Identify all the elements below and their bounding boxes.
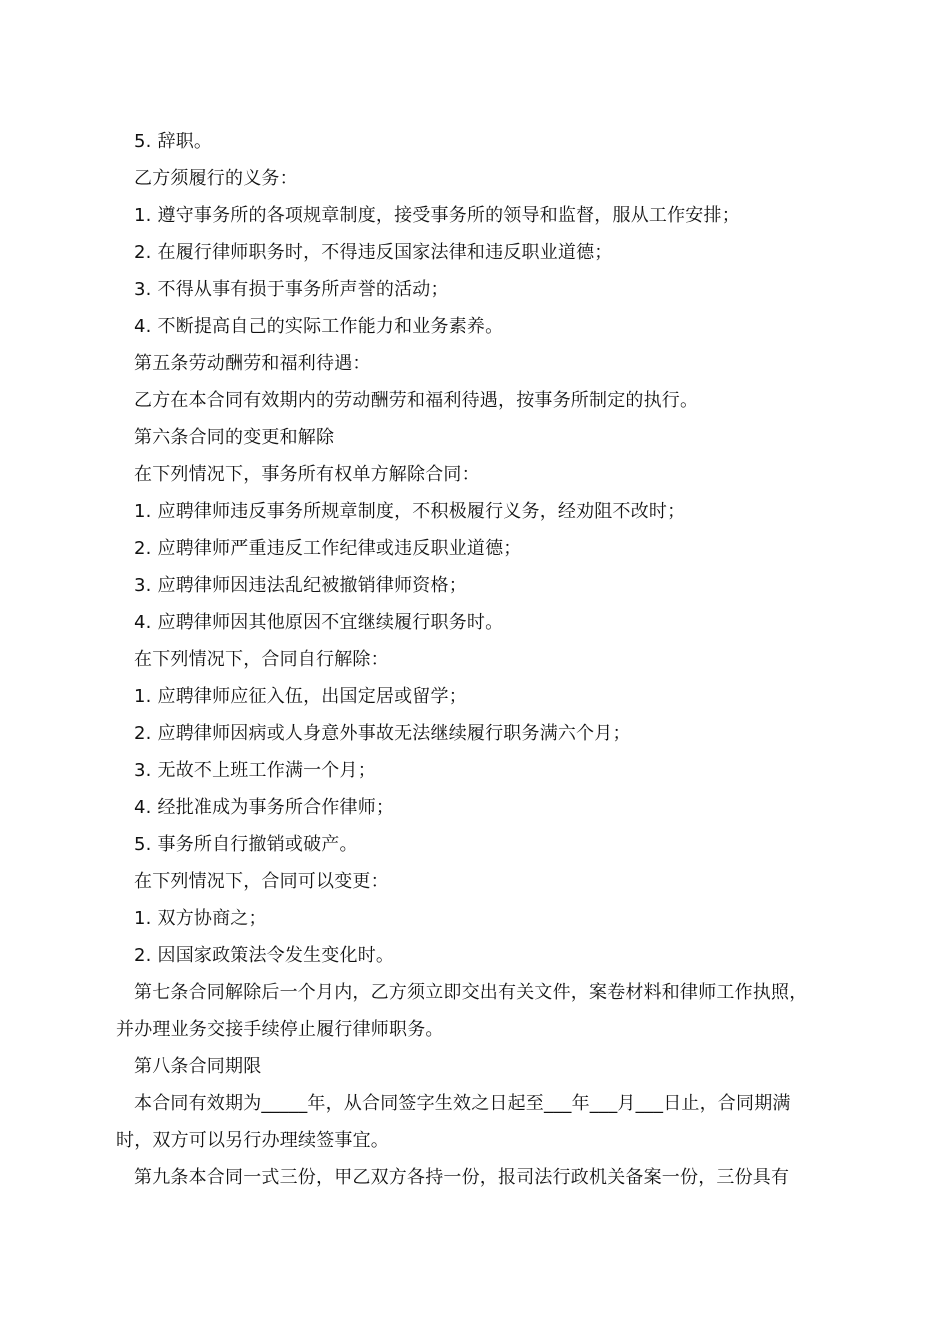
list-item: 4. 经批准成为事务所合作律师；	[134, 797, 395, 818]
paragraph: 本合同有效期为_____年，从合同签字生效之日起至___年___月___日止，合同期满	[134, 1093, 791, 1114]
section-heading: 乙方须履行的义务：	[134, 168, 298, 189]
section-heading: 在下列情况下，合同自行解除：	[134, 649, 389, 670]
list-item: 2. 因国家政策法令发生变化时。	[134, 945, 395, 966]
list-item: 1. 遵守事务所的各项规章制度，接受事务所的领导和监督，服从工作安排；	[134, 205, 740, 226]
list-item: 2. 在履行律师职务时，不得违反国家法律和违反职业道德；	[134, 242, 613, 263]
section-heading: 在下列情况下，合同可以变更：	[134, 871, 389, 892]
article-paragraph-continued: 并办理业务交接手续停止履行律师职务。	[116, 1019, 444, 1040]
list-item: 3. 应聘律师因违法乱纪被撤销律师资格；	[134, 575, 467, 596]
paragraph: 乙方在本合同有效期内的劳动酬劳和福利待遇，按事务所制定的执行。	[134, 390, 699, 411]
list-item: 1. 应聘律师应征入伍，出国定居或留学；	[134, 686, 467, 707]
article-heading: 第五条劳动酬劳和福利待遇：	[134, 353, 371, 374]
article-heading: 第六条合同的变更和解除	[134, 427, 335, 448]
section-heading: 在下列情况下，事务所有权单方解除合同：	[134, 464, 480, 485]
list-item: 1. 双方协商之；	[134, 908, 267, 929]
article-paragraph: 第七条合同解除后一个月内，乙方须立即交出有关文件，案卷材料和律师工作执照，	[134, 982, 808, 1003]
list-item: 4. 不断提高自己的实际工作能力和业务素养。	[134, 316, 504, 337]
paragraph-continued: 时，双方可以另行办理续签事宜。	[116, 1130, 389, 1151]
list-item: 2. 应聘律师因病或人身意外事故无法继续履行职务满六个月；	[134, 723, 631, 744]
text-line: 5. 辞职。	[134, 131, 213, 152]
list-item: 1. 应聘律师违反事务所规章制度，不积极履行义务，经劝阻不改时；	[134, 501, 686, 522]
article-heading: 第八条合同期限	[134, 1056, 262, 1077]
list-item: 5. 事务所自行撤销或破产。	[134, 834, 358, 855]
list-item: 3. 无故不上班工作满一个月；	[134, 760, 376, 781]
list-item: 3. 不得从事有损于事务所声誉的活动；	[134, 279, 449, 300]
list-item: 2. 应聘律师严重违反工作纪律或违反职业道德；	[134, 538, 522, 559]
list-item: 4. 应聘律师因其他原因不宜继续履行职务时。	[134, 612, 504, 633]
article-paragraph: 第九条本合同一式三份，甲乙双方各持一份，报司法行政机关备案一份，三份具有	[134, 1167, 790, 1188]
document-body	[116, 123, 846, 1196]
